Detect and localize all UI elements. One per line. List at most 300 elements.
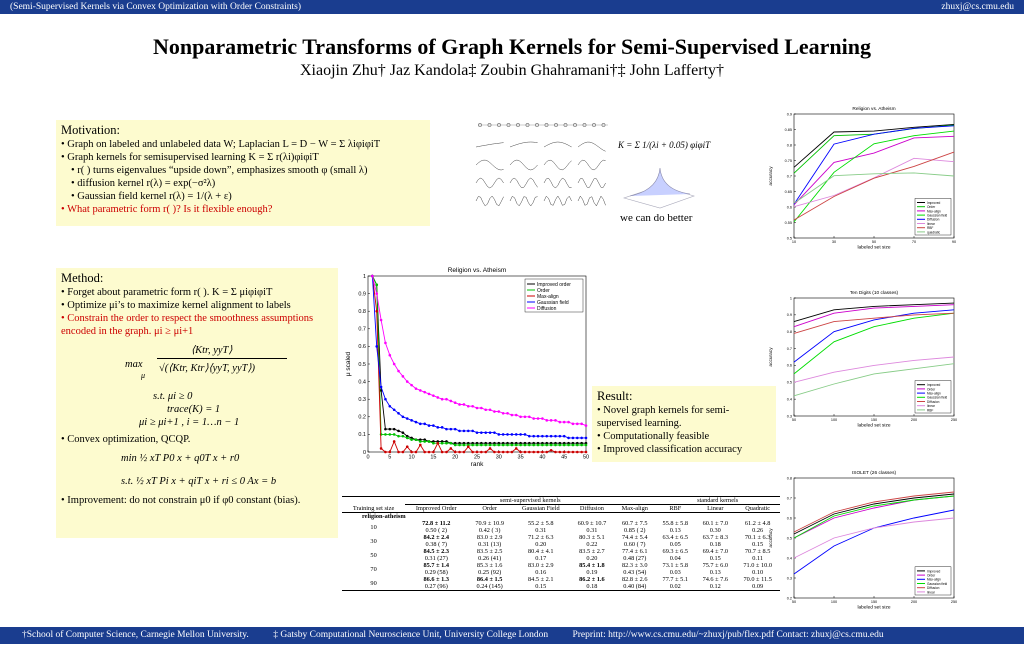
y-tick-label: 0.6 xyxy=(786,363,792,368)
data-point xyxy=(393,408,396,411)
table-cell-alignment: 0.60 ( 7) xyxy=(624,541,646,548)
legend-label: quadratic xyxy=(927,230,941,235)
data-point xyxy=(511,414,514,417)
data-point xyxy=(402,435,405,438)
table-group-blank xyxy=(342,497,405,505)
y-axis-label: accuracy xyxy=(769,166,774,186)
max-label: max xyxy=(125,359,143,370)
data-point xyxy=(576,444,579,447)
data-point xyxy=(585,437,588,440)
legend-label: linear xyxy=(927,221,935,226)
y-tick-label: 0.5 xyxy=(786,236,792,241)
data-point xyxy=(454,444,457,447)
data-point xyxy=(528,451,531,454)
data-point xyxy=(545,435,548,438)
legend-label: Order xyxy=(927,573,936,578)
data-point xyxy=(572,423,575,426)
legend-label: Max-align xyxy=(927,577,941,582)
y-tick-label: 0.6 xyxy=(786,516,792,521)
table-cell-accuracy: 83.5 ± 2.7 xyxy=(579,548,605,555)
data-point xyxy=(537,451,540,454)
data-point xyxy=(375,284,378,287)
data-point xyxy=(380,319,383,322)
data-point xyxy=(432,451,435,454)
max-sub: μ xyxy=(141,371,146,380)
x-tick-label: 150 xyxy=(870,417,878,422)
eigenvector-thumbnail xyxy=(544,142,572,147)
data-point xyxy=(402,416,405,419)
data-point xyxy=(537,435,540,438)
table-row-alignment xyxy=(342,541,780,548)
table-cell-alignment: 0.10 xyxy=(752,569,764,576)
x-tick-label: 200 xyxy=(910,417,918,422)
data-point xyxy=(384,428,387,431)
chart-title: Religion vs. Atheism xyxy=(447,267,507,274)
data-point xyxy=(545,451,548,454)
kernel-caption: we can do better xyxy=(620,212,693,224)
alignment-objective xyxy=(61,338,333,390)
data-point xyxy=(493,444,496,447)
table-cell-alignment: 0.20 xyxy=(535,541,547,548)
data-point xyxy=(463,451,466,454)
data-point xyxy=(463,403,466,406)
x-tick-label: 250 xyxy=(950,417,958,422)
data-point xyxy=(580,451,583,454)
data-point xyxy=(380,386,383,389)
motivation-box xyxy=(56,120,430,226)
y-tick-label: 0.3 xyxy=(786,414,792,419)
data-point xyxy=(393,428,396,431)
data-point xyxy=(402,431,405,434)
x-tick-label: 15 xyxy=(430,454,437,461)
table-cell-alignment: 0.19 xyxy=(586,569,598,576)
data-point xyxy=(576,451,579,454)
y-tick-label: 0.1 xyxy=(358,432,366,439)
eigenvector-thumbnail xyxy=(578,179,606,188)
x-tick-label: 30 xyxy=(831,239,837,244)
table-cell-alignment: 0.13 xyxy=(709,569,721,576)
data-point xyxy=(528,435,531,438)
data-point xyxy=(554,419,557,422)
data-point xyxy=(419,444,422,447)
table-cell-alignment: 0.31 (13) xyxy=(478,541,502,548)
y-tick-label: 0.5 xyxy=(786,536,792,541)
footer-preprint[interactable]: Preprint: http://www.cs.cmu.edu/~zhuxj/pub/flex.pdf Contact: zhuxj@cs.cmu.edu xyxy=(572,630,884,640)
eigenvector-thumbnail xyxy=(544,178,572,188)
x-tick-label: 50 xyxy=(791,417,797,422)
data-point xyxy=(559,451,562,454)
eigenvector-thumbnail xyxy=(476,160,504,170)
data-point xyxy=(554,451,557,454)
data-point xyxy=(384,451,387,454)
legend-label: Max-align xyxy=(927,391,941,396)
y-tick-label: 1 xyxy=(362,273,366,280)
data-point xyxy=(428,451,431,454)
data-point xyxy=(410,451,413,454)
data-point xyxy=(428,424,431,427)
data-point xyxy=(484,451,487,454)
data-point xyxy=(428,440,431,443)
y-tick-label: 0.9 xyxy=(786,313,792,318)
data-point xyxy=(436,396,439,399)
result-line: • Novel graph kernels for semi-supervised learning. xyxy=(597,405,730,429)
data-point xyxy=(550,435,553,438)
legend-label: Diffusion xyxy=(927,586,940,591)
table-row xyxy=(342,548,780,555)
table-cell-alignment: 0.18 xyxy=(586,583,598,590)
data-point xyxy=(458,444,461,447)
table-cell-accuracy: 70.7 ± 8.5 xyxy=(744,548,771,555)
table-column-header: Diffusion xyxy=(579,505,604,512)
data-point xyxy=(445,451,448,454)
data-point xyxy=(467,430,470,433)
table-cell-alignment: 0.30 xyxy=(709,527,721,534)
data-point xyxy=(498,433,501,436)
legend-label: Order xyxy=(537,288,550,294)
table-cell-alignment: 0.24 (145) xyxy=(476,583,503,590)
poster-title: Nonparametric Transforms of Graph Kernels for Semi-Supervised Learning xyxy=(152,34,871,59)
data-point xyxy=(498,444,501,447)
data-point xyxy=(567,444,570,447)
data-point xyxy=(563,451,566,454)
data-point xyxy=(524,451,527,454)
x-axis-label: labeled set size xyxy=(857,423,891,429)
table-cell-accuracy: 83.0 ± 2.9 xyxy=(528,562,554,569)
legend-label: Max-align xyxy=(537,294,559,300)
eigenvector-thumbnail xyxy=(476,196,504,206)
data-point xyxy=(519,416,522,419)
table-cell-alignment: 0.38 ( 7) xyxy=(425,541,448,548)
eigenvector-thumbnail xyxy=(578,142,606,151)
data-point xyxy=(524,444,527,447)
x-tick-label: 30 xyxy=(495,454,502,461)
x-tick-label: 5 xyxy=(388,454,392,461)
table-column-header: Improved Order xyxy=(415,505,457,512)
y-tick-label: 0.8 xyxy=(786,476,792,481)
data-point xyxy=(480,431,483,434)
data-point xyxy=(515,433,518,436)
data-point xyxy=(524,433,527,436)
table-cell-alignment: 0.05 xyxy=(669,541,681,548)
data-point xyxy=(550,449,553,452)
y-tick-label: 0.5 xyxy=(358,361,366,368)
data-point xyxy=(410,419,413,422)
table-cell-size: 70 xyxy=(370,565,377,573)
table-cell-accuracy: 86.6 ± 1.3 xyxy=(423,576,449,583)
data-point xyxy=(454,401,457,404)
eigenvector-thumbnail xyxy=(544,160,572,170)
table-row-alignment xyxy=(342,527,780,534)
table-cell-accuracy: 71.0 ± 10.0 xyxy=(743,562,772,569)
y-tick-label: 0.3 xyxy=(786,576,792,581)
data-point xyxy=(585,444,588,447)
data-point xyxy=(467,445,470,448)
table-cell-accuracy: 74.4 ± 5.4 xyxy=(622,534,648,541)
data-point xyxy=(415,421,418,424)
y-tick-label: 0.3 xyxy=(358,397,366,404)
data-point xyxy=(415,438,418,441)
data-point xyxy=(567,451,570,454)
data-point xyxy=(559,444,562,447)
table-column-header: Training set size xyxy=(352,504,395,512)
religion-accuracy-chart xyxy=(764,104,962,256)
x-axis-label: labeled set size xyxy=(857,605,891,611)
table-cell-accuracy: 55.2 ± 5.8 xyxy=(528,520,554,527)
data-point xyxy=(580,437,583,440)
legend-label: Improved xyxy=(927,569,941,574)
method-line: • Convex optimization, QCQP. xyxy=(61,434,191,445)
data-point xyxy=(471,451,474,454)
data-point xyxy=(537,417,540,420)
table-cell-alignment: 0.18 xyxy=(709,541,721,548)
table-cell-accuracy: 85.4 ± 1.8 xyxy=(579,562,605,569)
data-point xyxy=(572,437,575,440)
data-point xyxy=(375,345,378,348)
chart-title: ISOLET (26 classes) xyxy=(851,471,897,476)
data-point xyxy=(480,451,483,454)
data-point xyxy=(480,444,483,447)
data-point xyxy=(524,416,527,419)
data-point xyxy=(498,451,501,454)
table-cell-accuracy: 70.1 ± 6.3 xyxy=(744,534,771,541)
motivation-line: • Gaussian field kernel r(λ) = 1/(λ + ε) xyxy=(71,191,232,202)
y-tick-label: 0.7 xyxy=(786,496,792,501)
data-point xyxy=(375,292,378,295)
x-tick-label: 250 xyxy=(950,599,958,604)
data-point xyxy=(489,408,492,411)
x-tick-label: 25 xyxy=(473,454,481,461)
y-tick-label: 0 xyxy=(362,449,366,456)
data-point xyxy=(489,444,492,447)
data-point xyxy=(410,384,413,387)
fraction-bar xyxy=(157,358,287,359)
data-point xyxy=(515,444,518,447)
y-tick-label: 0.8 xyxy=(786,143,792,148)
table-cell-accuracy: 77.7 ± 5.1 xyxy=(662,576,689,583)
data-point xyxy=(458,403,461,406)
table-cell-accuracy: 72.8 ± 11.2 xyxy=(422,520,451,527)
data-point xyxy=(450,428,453,431)
data-point xyxy=(419,440,422,443)
motivation-line: • Graph on labeled and unlabeled data W; Laplacian L = D − W = Σ λiφiφiT xyxy=(61,139,381,150)
data-point xyxy=(406,445,409,448)
y-axis-label: accuracy xyxy=(769,347,774,367)
data-point xyxy=(397,370,400,373)
y-axis-label: accuracy xyxy=(769,528,774,548)
data-point xyxy=(384,342,387,345)
table-cell-alignment: 0.43 (54) xyxy=(623,569,647,576)
motivation-line: • diffusion kernel r(λ) = exp(−σ²λ) xyxy=(71,178,216,189)
data-point xyxy=(454,428,457,431)
table-cell-accuracy: 55.8 ± 5.8 xyxy=(662,520,689,527)
data-point xyxy=(393,433,396,436)
table-cell-alignment: 0.15 xyxy=(535,583,547,590)
data-point xyxy=(511,444,514,447)
constraint-line: μi ≥ μi+1 , i = 1…n − 1 xyxy=(139,417,240,428)
data-point xyxy=(572,451,575,454)
data-point xyxy=(406,417,409,420)
data-point xyxy=(545,444,548,447)
x-tick-label: 100 xyxy=(830,599,838,604)
table-cell-accuracy: 83.5 ± 2.5 xyxy=(476,548,503,555)
data-point xyxy=(576,423,579,426)
data-point xyxy=(537,444,540,447)
data-point xyxy=(397,451,400,454)
data-point xyxy=(532,435,535,438)
table-cell-accuracy: 85.7 ± 1.4 xyxy=(423,562,449,569)
data-point xyxy=(515,414,518,417)
data-point xyxy=(541,417,544,420)
data-point xyxy=(519,451,522,454)
y-tick-label: 0.75 xyxy=(784,158,792,163)
y-tick-label: 0.4 xyxy=(786,397,792,402)
data-point xyxy=(541,451,544,454)
legend-label: Order xyxy=(927,387,936,392)
eigenvector-thumbnails xyxy=(470,115,615,215)
eigenvector-thumbnail xyxy=(510,160,538,170)
table-cell-accuracy: 63.7 ± 8.3 xyxy=(702,534,729,541)
data-point xyxy=(402,375,405,378)
eigenvector-thumbnail xyxy=(476,178,504,188)
chart-title: Religion vs. Atheism xyxy=(852,107,896,112)
data-point xyxy=(489,431,492,434)
legend-label: Diffusion xyxy=(927,399,940,404)
header-email[interactable]: zhuxj@cs.cmu.edu xyxy=(941,2,1014,12)
x-tick-label: 90 xyxy=(951,239,957,244)
objective-numerator: ⟨Ktr, yyT⟩ xyxy=(191,345,233,356)
eigenvector-thumbnail xyxy=(510,142,538,147)
table-cell-accuracy: 70.9 ± 10.9 xyxy=(475,520,504,527)
table-cell-accuracy: 60.1 ± 7.0 xyxy=(702,520,729,527)
table-cell-alignment: 0.42 ( 3) xyxy=(478,527,501,534)
data-point xyxy=(450,447,453,450)
table-cell-size: 30 xyxy=(370,537,377,545)
data-point xyxy=(550,419,553,422)
data-point xyxy=(450,442,453,445)
kernel-surface-plot xyxy=(620,160,698,210)
data-point xyxy=(541,435,544,438)
data-point xyxy=(476,407,479,410)
data-point xyxy=(436,442,439,445)
y-tick-label: 0.4 xyxy=(786,556,792,561)
table-cell-accuracy: 82.8 ± 2.6 xyxy=(622,576,648,583)
data-point xyxy=(441,442,444,445)
series-line xyxy=(794,305,954,327)
data-point xyxy=(528,416,531,419)
y-axis-label: μ scaled xyxy=(345,351,352,377)
table-cell-size: 90 xyxy=(370,579,377,587)
y-tick-label: 0.4 xyxy=(358,379,366,386)
data-point xyxy=(567,437,570,440)
table-cell-accuracy: 60.7 ± 7.5 xyxy=(622,520,648,527)
table-column-header: Max-align xyxy=(621,505,648,512)
data-point xyxy=(471,444,474,447)
table-cell-alignment: 0.15 xyxy=(709,555,721,562)
x-tick-label: 100 xyxy=(830,417,838,422)
table-cell-alignment: 0.16 xyxy=(535,569,547,576)
y-tick-label: 0.5 xyxy=(786,380,792,385)
data-point xyxy=(480,407,483,410)
data-point xyxy=(419,423,422,426)
legend-label: Gaussian field xyxy=(537,300,569,306)
y-tick-label: 0.6 xyxy=(358,344,366,351)
table-cell-alignment: 0.85 ( 2) xyxy=(624,527,646,534)
table-group-semi: semi-supervised kernels xyxy=(405,497,655,505)
data-point xyxy=(445,398,448,401)
data-point xyxy=(554,435,557,438)
data-point xyxy=(458,451,461,454)
data-point xyxy=(432,424,435,427)
header-bar xyxy=(0,0,1024,14)
method-constraint: • Constrain the order to respect the smoothness assumptions encoded in the graph. μi ≥ μi+1 xyxy=(61,313,314,337)
motivation-heading: Motivation: xyxy=(61,123,121,137)
table-cell-accuracy: 71.2 ± 6.3 xyxy=(528,534,554,541)
table-group-standard: standard kernels xyxy=(655,497,780,505)
y-tick-label: 1 xyxy=(789,296,792,301)
table-cell-alignment: 0.03 xyxy=(669,569,681,576)
table-dataset-label: religion-atheism xyxy=(362,513,406,520)
data-point xyxy=(380,447,383,450)
method-box xyxy=(56,268,338,538)
legend-label: Diffusion xyxy=(927,217,940,222)
table-cell-alignment: 0.12 xyxy=(709,583,721,590)
table-cell-accuracy: 80.3 ± 5.1 xyxy=(579,534,605,541)
table-cell-alignment: 0.09 xyxy=(752,583,764,590)
method-line: • Forget about parametric form r( ). K = Σ μiφiφiT xyxy=(61,287,273,298)
table-cell-accuracy: 84.5 ± 2.1 xyxy=(528,576,554,583)
data-point xyxy=(554,444,557,447)
data-point xyxy=(467,405,470,408)
legend-label: RBF xyxy=(927,226,934,231)
y-tick-label: 0.65 xyxy=(784,189,792,194)
data-point xyxy=(502,412,505,415)
data-point xyxy=(476,444,479,447)
data-point xyxy=(576,437,579,440)
data-point xyxy=(384,433,387,436)
chart-title: Ten Digits (10 classes) xyxy=(849,291,899,296)
table-cell-accuracy: 69.3 ± 6.5 xyxy=(662,548,689,555)
x-tick-label: 10 xyxy=(408,454,415,461)
isolet-accuracy-chart xyxy=(764,468,962,616)
x-tick-label: 200 xyxy=(910,599,918,604)
data-point xyxy=(463,444,466,447)
data-point xyxy=(506,412,509,415)
footer-bar xyxy=(0,627,1024,644)
data-point xyxy=(463,430,466,433)
y-tick-label: 0.2 xyxy=(358,414,366,421)
table-cell-alignment: 0.48 (27) xyxy=(623,555,647,562)
data-point xyxy=(423,423,426,426)
data-point xyxy=(371,275,374,278)
constraint-line: trace(K) = 1 xyxy=(167,404,221,415)
result-line: • Improved classification accuracy xyxy=(597,444,743,455)
data-point xyxy=(393,440,396,443)
data-point xyxy=(476,431,479,434)
series-line xyxy=(794,125,954,173)
data-point xyxy=(580,444,583,447)
data-point xyxy=(445,428,448,431)
data-point xyxy=(389,428,392,431)
x-tick-label: 10 xyxy=(791,239,797,244)
table-cell-accuracy: 61.2 ± 4.8 xyxy=(744,520,771,527)
legend-label: linear xyxy=(927,590,935,595)
x-tick-label: 150 xyxy=(870,599,878,604)
eigenvector-thumbnail xyxy=(578,196,606,206)
data-point xyxy=(471,430,474,433)
eigenvector-thumbnail xyxy=(510,178,538,188)
legend-label: Gaussian field xyxy=(927,395,948,400)
data-point xyxy=(559,435,562,438)
